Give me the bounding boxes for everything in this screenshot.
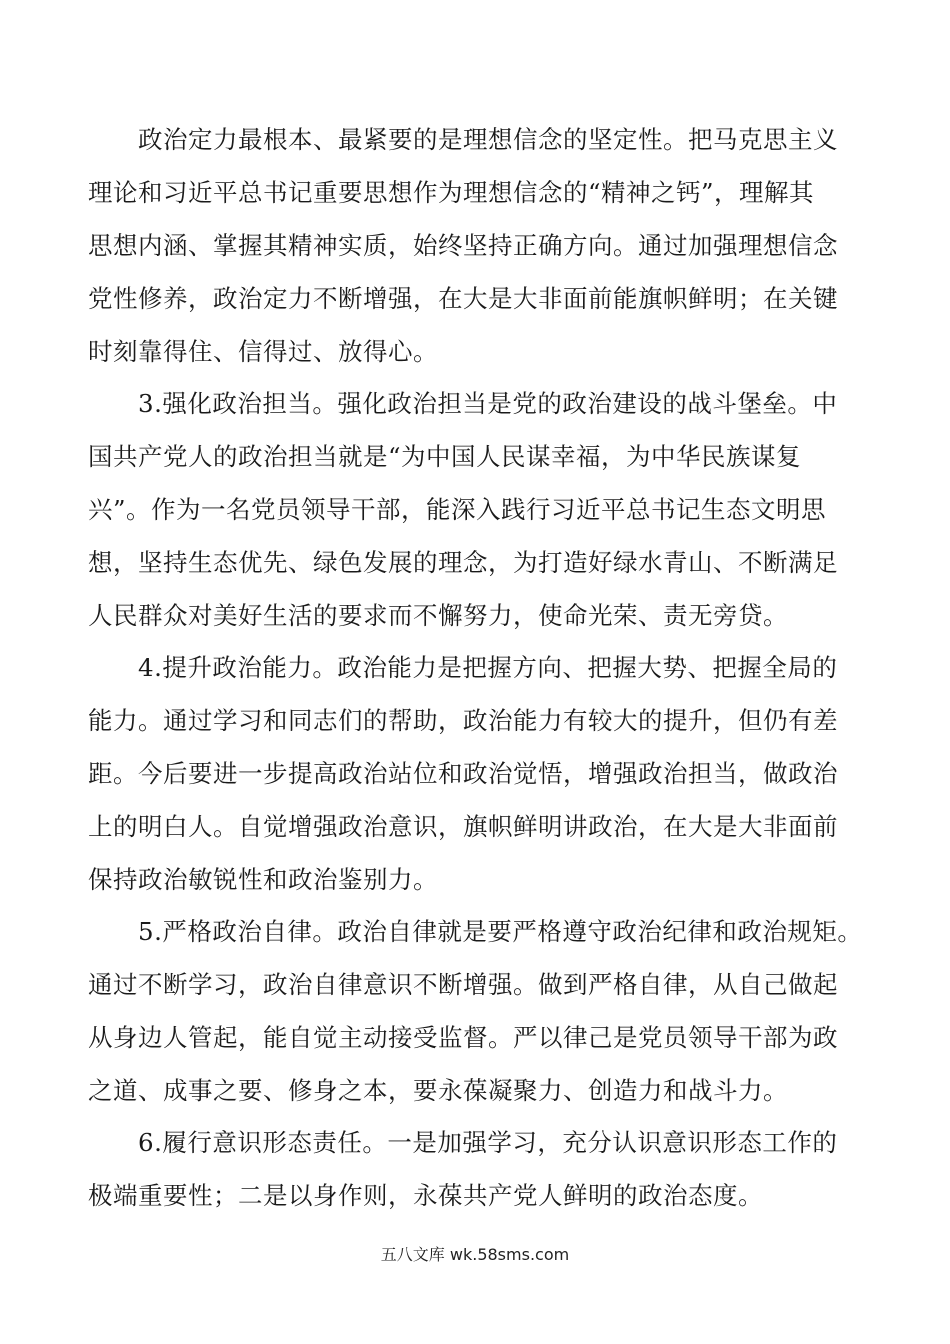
text-line: 之道、成事之要、修身之本，要永葆凝聚力、创造力和战斗力。 (88, 1076, 788, 1105)
text-line: 思想内涵、掌握其精神实质，始终坚持正确方向。通过加强理想信念 (88, 231, 838, 260)
text-line: 人民群众对美好生活的要求而不懈努力，使命光荣、责无旁贷。 (88, 601, 788, 630)
text-line: 上的明白人。自觉增强政治意识，旗帜鲜明讲政治，在大是大非面前 (88, 812, 838, 841)
footer-watermark: 五八文库 wk.58sms.com (380, 1245, 570, 1264)
text-line: 理论和习近平总书记重要思想作为理想信念的“精神之钙”，理解其 (88, 178, 815, 207)
text-line: 距。今后要进一步提高政治站位和政治觉悟，增强政治担当，做政治 (88, 759, 838, 788)
text-line: 通过不断学习，政治自律意识不断增强。做到严格自律，从自己做起 (88, 970, 838, 999)
text-line: 能力。通过学习和同志们的帮助，政治能力有较大的提升，但仍有差 (88, 706, 838, 735)
text-line: 兴”。作为一名党员领导干部，能深入践行习近平总书记生态文明思 (88, 495, 827, 524)
section-heading-line: 3.强化政治担当。强化政治担当是党的政治建设的战斗堡垒。中 (138, 389, 838, 418)
text-line: 保持政治敏锐性和政治鉴别力。 (88, 865, 438, 894)
text-line: 想，坚持生态优先、绿色发展的理念，为打造好绿水青山、不断满足 (88, 548, 838, 577)
text-line: 时刻靠得住、信得过、放得心。 (88, 337, 438, 366)
section-heading-line: 6.履行意识形态责任。一是加强学习，充分认识意识形态工作的 (138, 1128, 838, 1157)
text-line: 政治定力最根本、最紧要的是理想信念的坚定性。把马克思主义 (138, 125, 838, 154)
text-line: 从身边人管起，能自觉主动接受监督。严以律己是党员领导干部为政 (88, 1023, 838, 1052)
text-line: 国共产党人的政治担当就是“为中国人民谋幸福，为中华民族谋复 (88, 442, 802, 471)
section-heading-line: 4.提升政治能力。政治能力是把握方向、把握大势、把握全局的 (138, 653, 838, 682)
text-line: 极端重要性；二是以身作则，永葆共产党人鲜明的政治态度。 (88, 1181, 763, 1210)
text-line: 党性修养，政治定力不断增强，在大是大非面前能旗帜鲜明；在关键 (88, 284, 838, 313)
section-heading-line: 5.严格政治自律。政治自律就是要严格遵守政治纪律和政治规矩。 (138, 917, 863, 946)
